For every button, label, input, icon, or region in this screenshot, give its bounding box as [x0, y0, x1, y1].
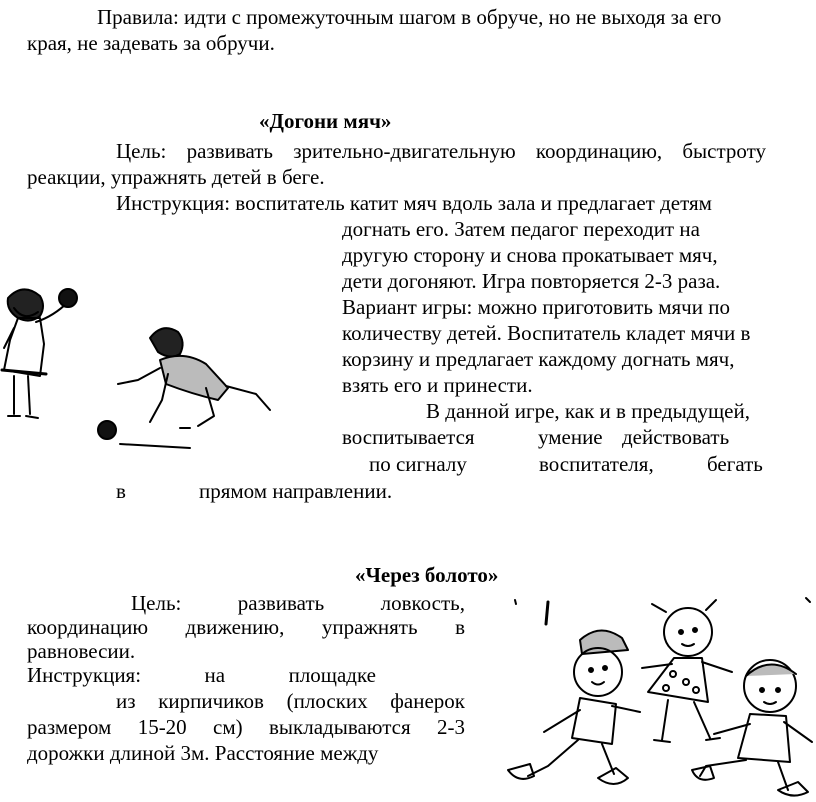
goal-line-1	[116, 138, 766, 164]
swamp-goal-line-3: равновесии.	[27, 639, 136, 663]
goal-word: быстроту	[682, 139, 766, 163]
motion-mark	[806, 598, 810, 602]
swamp-instruction-line-4: дорожки длиной 3м. Расстояние между	[27, 741, 379, 765]
instruction-line-6: количеству детей. Воспитатель кладет мячи в	[342, 321, 751, 345]
summary-word: в	[116, 479, 126, 503]
instruction-word: (плоских	[286, 689, 368, 713]
motion-mark	[546, 602, 548, 624]
instruction-word: Инструкция:	[27, 663, 142, 687]
goal-line-2: реакции, упражнять детей в беге.	[27, 165, 325, 189]
swamp-instruction-line-3	[27, 714, 465, 740]
motion-mark	[515, 600, 516, 604]
instruction-word: кирпичиков	[158, 689, 264, 713]
summary-word: воспитывается	[342, 425, 475, 449]
goal-word: ловкость,	[380, 591, 465, 615]
goal-word: в	[455, 615, 465, 639]
summary-word: по сигналу	[369, 452, 467, 476]
boy-with-cap-figure	[508, 630, 640, 784]
goal-word: движению,	[185, 615, 285, 639]
instruction-word: 2-3	[436, 715, 465, 739]
swamp-instruction-line-1	[27, 662, 376, 688]
goal-word: развивать	[237, 591, 325, 615]
swamp-instruction-line-2	[116, 688, 465, 714]
rules-line-1: Правила: идти с промежуточным шагом в обруче, но не выходя за его	[97, 5, 722, 29]
summary-word: бегать	[707, 452, 763, 476]
goal-word: развивать	[186, 139, 274, 163]
girl-figure	[2, 289, 68, 418]
instruction-word: выкладываются	[269, 715, 411, 739]
instruction-word: на	[204, 663, 226, 687]
summary-word: умение	[538, 425, 603, 449]
goal-word: координацию,	[535, 139, 663, 163]
floor-line	[120, 444, 190, 448]
instruction-word: площадке	[288, 663, 376, 687]
instruction-line-8: взять его и принести.	[342, 373, 533, 397]
boy-right-figure	[692, 660, 812, 796]
instruction-word: фанерок	[390, 689, 465, 713]
instruction-line-4: дети догоняют. Игра повторяется 2-3 раза.	[342, 269, 721, 293]
goal-word: координацию	[27, 615, 149, 639]
ball-on-floor	[98, 421, 116, 439]
ball-in-air	[59, 289, 77, 307]
children-chasing-ball-illustration	[0, 278, 335, 453]
swamp-goal-line-2	[27, 614, 465, 640]
game-title-swamp: «Через болото»	[355, 563, 499, 587]
instruction-line-2: догнать его. Затем педагог переходит на	[342, 217, 700, 241]
goal-word: зрительно-двигательную	[293, 139, 516, 163]
instruction-word: см)	[213, 715, 243, 739]
summary-word: воспитателя,	[539, 452, 654, 476]
instruction-line-7: корзину и предлагает каждому догнать мяч,	[342, 347, 735, 371]
goal-word: Цель:	[116, 139, 167, 163]
swamp-goal-line-1	[131, 590, 465, 616]
goal-word: упражнять	[321, 615, 418, 639]
instruction-word: из	[116, 689, 136, 713]
running-children-illustration	[488, 590, 816, 802]
summary-line-1: В данной игре, как и в предыдущей,	[426, 399, 750, 423]
goal-word: Цель:	[131, 591, 182, 615]
girl-with-pigtails-figure	[642, 600, 732, 742]
summary-word: действовать	[622, 425, 730, 449]
instruction-line-1: Инструкция: воспитатель катит мяч вдоль зала и предлагает детям	[116, 191, 712, 215]
instruction-word: размером	[27, 715, 112, 739]
game-title-catch-ball: «Догони мяч»	[259, 109, 392, 133]
rules-line-2: края, не задевать за обручи.	[27, 31, 275, 55]
instruction-line-3: другую сторону и снова прокатывает мяч,	[342, 243, 718, 267]
instruction-line-5: Вариант игры: можно приготовить мячи по	[342, 295, 730, 319]
instruction-word: 15-20	[137, 715, 187, 739]
summary-word: прямом направлении.	[199, 479, 393, 503]
boy-figure	[118, 328, 270, 428]
